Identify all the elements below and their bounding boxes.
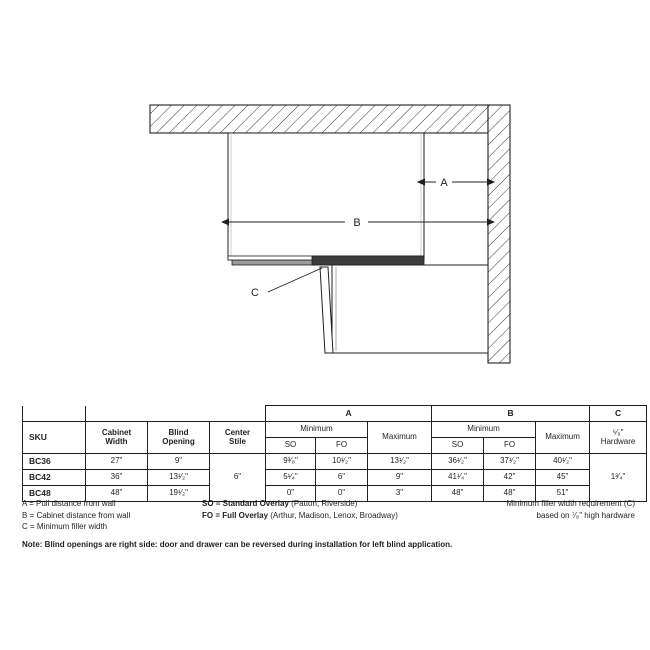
- cell-cabinet-width: 36": [86, 470, 148, 486]
- cell-sku: BC42: [23, 470, 86, 486]
- cabinet-diagram: [0, 60, 650, 390]
- cell-center-stile: 6": [210, 454, 266, 502]
- dimension-a: [424, 170, 488, 189]
- table-row: [23, 470, 647, 486]
- header-center-stile-line1: Center: [224, 427, 251, 437]
- cell-a-max: 3": [368, 486, 432, 502]
- cell-blind-opening: 19¹⁄₂": [148, 486, 210, 502]
- wall-top: [150, 105, 488, 133]
- cell-a-max: 13¹⁄₂": [368, 454, 432, 470]
- cell-sku: BC36: [23, 454, 86, 470]
- cell-a-min-fo: 0": [316, 486, 368, 502]
- cell-blind-opening: 9": [148, 454, 210, 470]
- cell-a-min-so: 9³⁄₈": [266, 454, 316, 470]
- dimension-a-label: A: [440, 177, 448, 189]
- header-b-maximum: Maximum: [536, 422, 590, 454]
- legend-fo-brands: (Arthur, Madison, Lenox, Broadway): [268, 510, 398, 520]
- cell-a-min-fo: 6": [316, 470, 368, 486]
- header-blind-opening-line2: Opening: [162, 436, 195, 446]
- cell-a-min-so: 5¹⁄₄": [266, 470, 316, 486]
- cell-c-hardware: 1³⁄₄": [590, 454, 647, 502]
- installation-note: Note: Blind openings are right side: door and drawer can be reversed during installation for left blind application.: [22, 540, 453, 549]
- legend-fo-row: [202, 510, 472, 522]
- header-cabinet-width-line2: Width: [105, 436, 128, 446]
- header-b-fo: FO: [484, 438, 536, 454]
- spec-table: [22, 405, 647, 502]
- header-a-fo: FO: [316, 438, 368, 454]
- legend-b-definition: B = Cabinet distance from wall: [22, 510, 131, 520]
- header-c-hardware-line2: Hardware: [600, 436, 636, 446]
- header-c-hardware: [590, 422, 647, 454]
- legend-so-label: SO = Standard Overlay: [202, 499, 289, 508]
- header-b-so: SO: [432, 438, 484, 454]
- wall-right: [488, 105, 510, 363]
- cell-b-min-so: 41¹⁄₄": [432, 470, 484, 486]
- cell-b-min-so: 36¹⁄₂": [432, 454, 484, 470]
- header-a-maximum: Maximum: [368, 422, 432, 454]
- cell-a-min-fo: 10¹⁄₂": [316, 454, 368, 470]
- dimension-b-label: B: [353, 217, 361, 229]
- legend-a-definition: A = Pull distance from wall: [22, 499, 116, 508]
- legend-c-note-line1: Minimum filler width requirement (C): [506, 499, 635, 508]
- header-cabinet-width-line1: Cabinet: [101, 427, 132, 437]
- header-c-hardware-line1: ⁵⁄₈": [612, 427, 624, 437]
- legend-c-definition: C = Minimum filler width: [22, 522, 108, 532]
- group-header-b: B: [432, 406, 590, 422]
- open-door-leaf: [320, 267, 333, 353]
- legend-so-brands: (Patton, Riverside): [288, 499, 358, 508]
- legend-so-row: [202, 498, 472, 510]
- header-center-stile: [210, 422, 266, 454]
- cabinet-face-band: [228, 256, 424, 265]
- cell-cabinet-width: 48": [86, 486, 148, 502]
- cell-b-max: 40¹⁄₂": [536, 454, 590, 470]
- legend-column-overlays: [202, 498, 472, 521]
- header-a-minimum: Minimum: [266, 422, 368, 438]
- group-header-c: C: [590, 406, 647, 422]
- legend-column-dimensions: [22, 498, 202, 533]
- header-b-minimum: Minimum: [432, 422, 536, 438]
- dimension-c: [251, 268, 322, 299]
- header-a-so: SO: [266, 438, 316, 454]
- header-cabinet-width: [86, 422, 148, 454]
- group-header-a: A: [266, 406, 432, 422]
- spec-table-wrapper: [22, 405, 636, 502]
- cell-b-min-fo: 48": [484, 486, 536, 502]
- cell-b-max: 51": [536, 486, 590, 502]
- table-row: [23, 454, 647, 470]
- legend-column-filler-note: [465, 498, 635, 521]
- cell-cabinet-width: 27": [86, 454, 148, 470]
- table-sub-header-row-1: [23, 422, 647, 438]
- cell-b-min-so: 48": [432, 486, 484, 502]
- cell-b-max: 45": [536, 470, 590, 486]
- cabinet-diagram-svg: [0, 60, 650, 390]
- header-sku: SKU: [23, 422, 86, 454]
- legend-c-note-line2: based on ⁷⁄₈" high hardware: [536, 510, 635, 520]
- header-blind-opening-line1: Blind: [168, 427, 189, 437]
- cabinet-body: [228, 133, 424, 260]
- header-center-stile-line2: Stile: [229, 436, 246, 446]
- cell-a-max: 9": [368, 470, 432, 486]
- table-group-header-row: [23, 406, 647, 422]
- cell-blind-opening: 13¹⁄₂": [148, 470, 210, 486]
- cell-a-min-so: 0": [266, 486, 316, 502]
- cell-b-min-fo: 37¹⁄₂": [484, 454, 536, 470]
- header-blind-opening: [148, 422, 210, 454]
- dimension-c-label: C: [251, 287, 259, 299]
- cell-sku: BC48: [23, 486, 86, 502]
- legend-fo-label: FO = Full Overlay: [202, 510, 269, 520]
- blind-box: [332, 265, 488, 353]
- cell-b-min-fo: 42": [484, 470, 536, 486]
